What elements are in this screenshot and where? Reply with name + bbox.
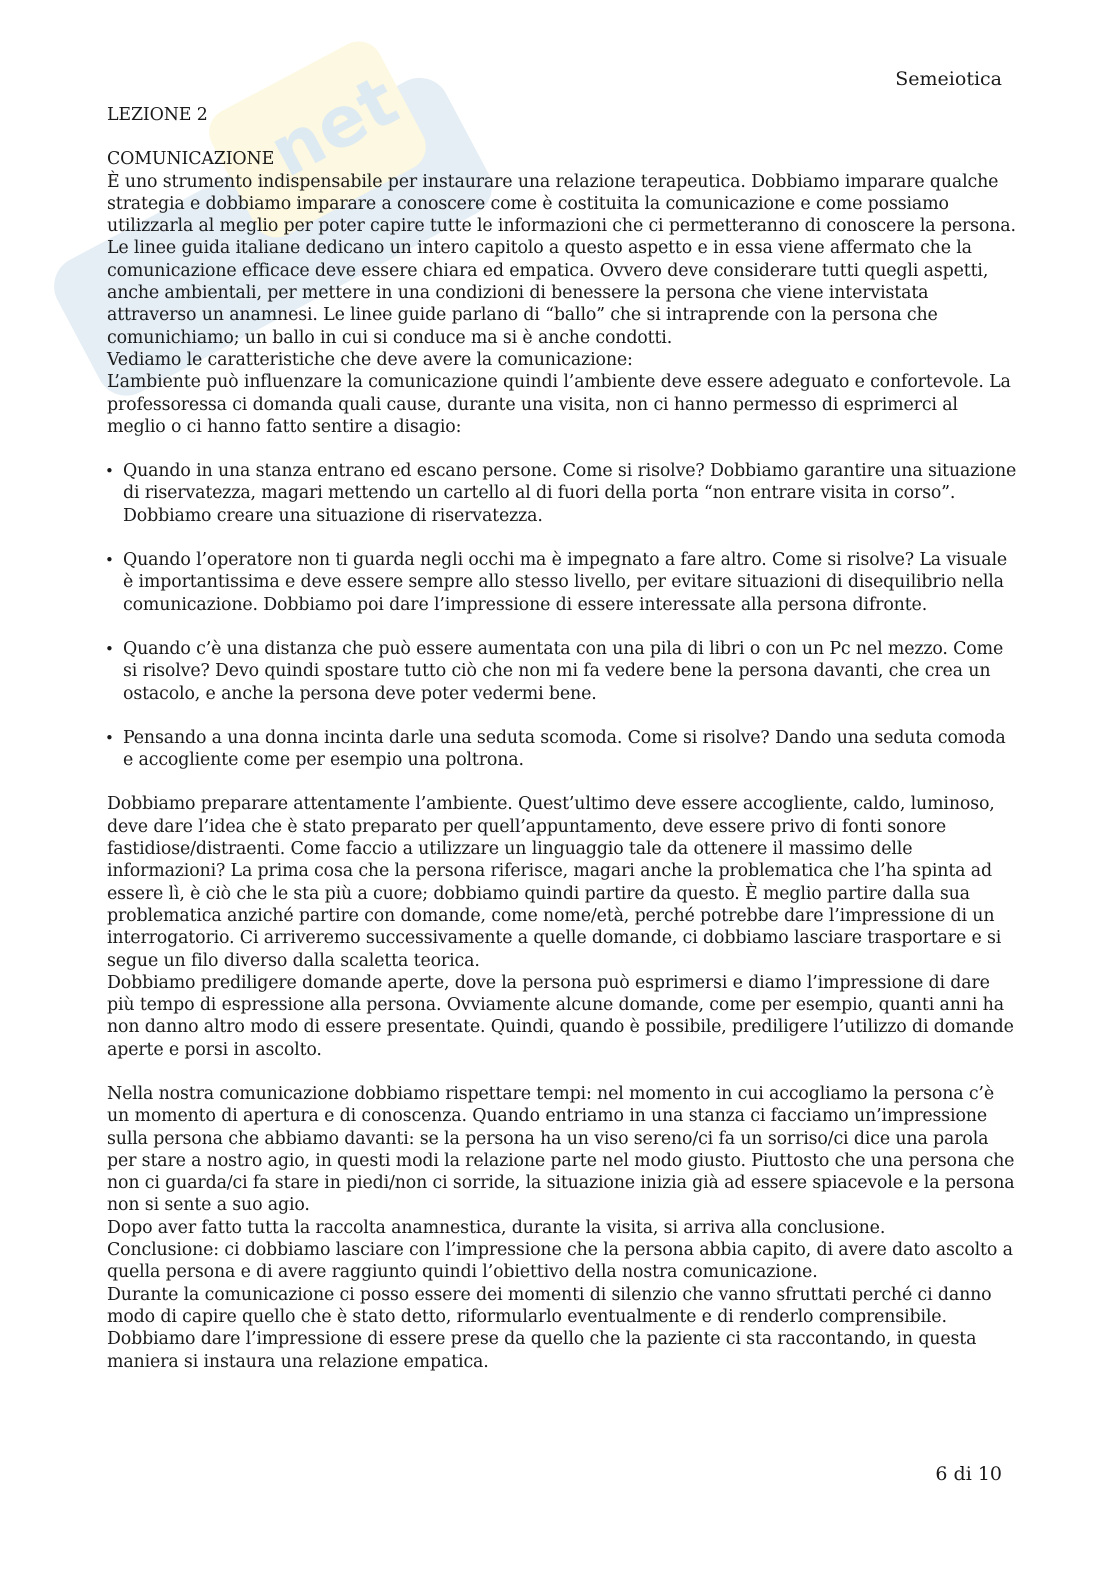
environment-paragraph: L’ambiente può influenzare la comunicazione quindi l’ambiente deve essere adeguato e confortevole. La professoressa ci domanda quali cause, durante una visita, non ci hanno permesso di esprimerci al meglio o ci hanno fatto sentire a disagio: <box>107 372 1011 437</box>
causes-list <box>107 460 1017 771</box>
list-item: • Pensando a una donna incinta darle una seduta scomoda. Come si risolve? Dando una seduta comoda e accogliente come per esempio una poltrona. <box>107 727 1017 772</box>
open-questions-paragraph: Dobbiamo prediligere domande aperte, dove la persona può esprimersi e diamo l’impressione di dare più tempo di espressione alla persona. Ovviamente alcune domande, come per esempio, quanti anni ha non danno altro modo di essere presentate. Quindi, quando è possibile, prediligere l’utilizzo di domande aperte e porsi in ascolto. <box>107 972 1014 1060</box>
page-header: Semeiotica <box>895 68 1002 90</box>
silence-paragraph: Durante la comunicazione ci posso essere dei momenti di silenzio che vanno sfruttati perché ci danno modo di capire quello che è stato detto, riformularlo eventualmente e di renderlo comprensibile. <box>107 1284 992 1327</box>
paragraph-gap <box>107 1061 1017 1083</box>
document-body <box>107 104 1017 1373</box>
list-item: • Quando c’è una distanza che può essere aumentata con una pila di libri o con un Pc nel mezzo. Come si risolve? Devo quindi spostare tutto ciò che non mi fa vedere bene la persona davanti, che crea un ostacolo, e anche la persona deve poter vedermi bene. <box>107 638 1017 705</box>
list-item: • Quando l’operatore non ti guarda negli occhi ma è impegnato a fare altro. Come si risolve? La visuale è importantissima e deve essere sempre allo stesso livello, per evitare situazioni di disequilibrio nella comunicazione. Dobbiamo poi dare l’impressione di essere interessate alla persona difronte. <box>107 549 1017 616</box>
conclusion-paragraph: Conclusione: ci dobbiamo lasciare con l’impressione che la persona abbia capito, di avere dato ascolto a quella persona e di avere raggiunto quindi l’obiettivo della nostra comunicazione. <box>107 1240 1013 1283</box>
section-heading: COMUNICAZIONE <box>107 149 275 170</box>
conclusion-intro: Dopo aver fatto tutta la raccolta anamnestica, durante la visita, si arriva alla conclusione. <box>107 1217 886 1238</box>
lesson-title: LEZIONE 2 <box>107 105 208 125</box>
intro-paragraph: È uno strumento indispensabile per instaurare una relazione terapeutica. Dobbiamo imparare qualche strategia e dobbiamo imparare a conoscere come è costituita la comunicazione e come possiamo utilizzarla al meglio per poter capire tutte le informazioni che ci permetteranno di conoscere la persona. Le linee guida italiane dedicano un intero capitolo a questo aspetto e in essa viene affermato che la comunicazione efficace deve essere chiara ed empatica. Ovvero deve considerare tutti quegli aspetti, anche ambientali, per mettere in una condizioni di benessere la persona che viene intervistata attraverso un anamnesi. Le linee guide parlano di “ballo” che si intraprende con la persona che comunichiamo; un ballo in cui si conduce ma si è anche condotti. <box>107 171 1016 348</box>
page-number: 6 di 10 <box>935 1463 1002 1485</box>
watermark-text: net <box>256 59 411 194</box>
list-item: • Quando in una stanza entrano ed escano persone. Come si risolve? Dobbiamo garantire una situazione di riservatezza, magari mettendo un cartello al di fuori della porta “non entrare visita in corso”. Dobbiamo creare una situazione di riservatezza. <box>107 460 1017 527</box>
empathy-paragraph: Dobbiamo dare l’impressione di essere prese da quello che la paziente ci sta raccontando, in questa maniera si instaura una relazione empatica. <box>107 1329 977 1372</box>
characteristics-intro: Vediamo le caratteristiche che deve avere la comunicazione: <box>107 349 633 370</box>
timing-paragraph: Nella nostra comunicazione dobbiamo rispettare tempi: nel momento in cui accogliamo la persona c’è un momento di apertura e di conoscenza. Quando entriamo in una stanza ci facciamo un’impressione sulla persona che abbiamo davanti: se la persona ha un viso sereno/ci fa un sorriso/ci dice una parola per stare a nostro agio, in questi modi la relazione parte nel modo giusto. Piuttosto che una persona che non ci guarda/ci fa stare in piedi/non ci sorride, la situazione inizia già ad essere spiacevole e la persona non si sente a suo agio. <box>107 1083 1015 1216</box>
prepare-paragraph: Dobbiamo preparare attentamente l’ambiente. Quest’ultimo deve essere accogliente, caldo, luminoso, deve dare l’idea che è stato preparato per quell’appuntamento, deve essere privo di fonti sonore fastidiose/distraenti. Come faccio a utilizzare un linguaggio tale da ottenere il massimo delle informazioni? La prima cosa che la persona riferisce, magari anche la problematica che l’ha spinta ad essere lì, è ciò che le sta più a cuore; dobbiamo quindi partire da questo. È meglio partire dalla sua problematica anziché partire con domande, come nome/età, perché potrebbe dare l’impressione di un interrogatorio. Ci arriveremo successivamente a quelle domande, ci dobbiamo lasciare trasportare e si segue un filo diverso dalla scaletta teorica. <box>107 794 1002 971</box>
